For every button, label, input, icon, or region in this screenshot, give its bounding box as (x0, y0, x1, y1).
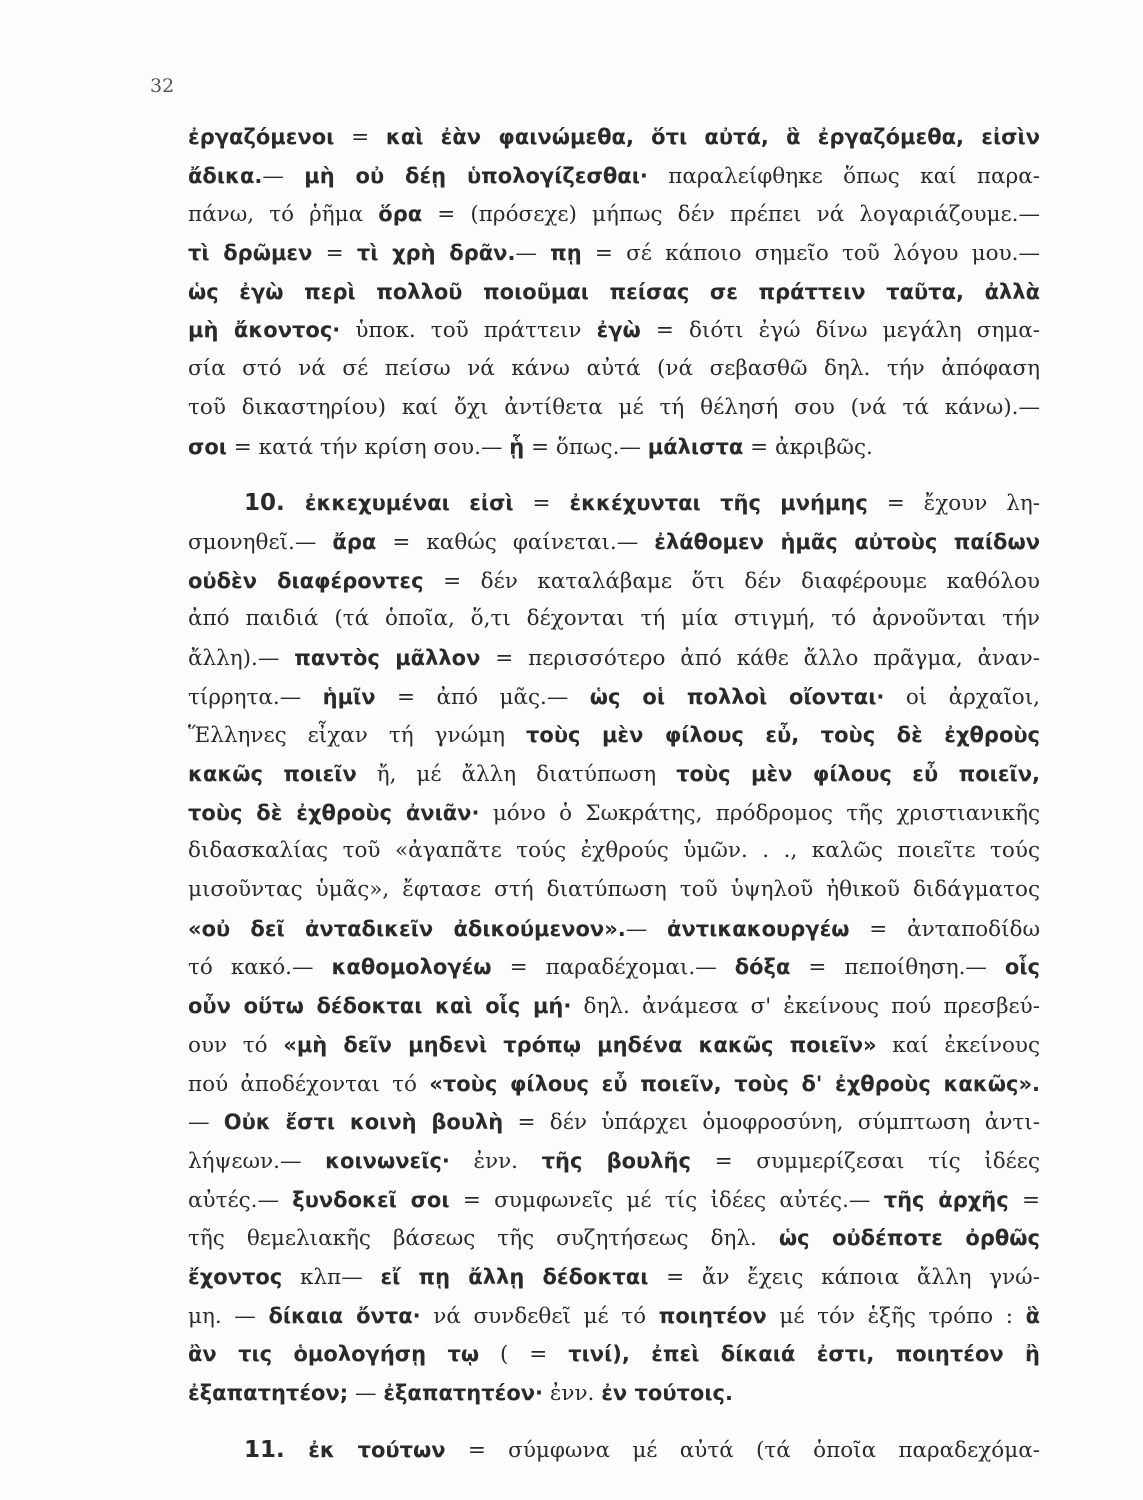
bold-term: κοινωνεῖς· (325, 1148, 450, 1173)
text-line (188, 157, 1040, 196)
bold-term: καθομολογέω (331, 955, 492, 980)
bold-term: κακῶς ποιεῖν (188, 762, 357, 786)
text-line (188, 639, 1040, 678)
gloss-text: = σέ κάποιο σημεῖο τοῦ λόγου μου.— (581, 241, 1041, 267)
gloss-text: οἱ ἀρχαῖοι, (884, 684, 1040, 710)
gloss-text: = (513, 491, 570, 517)
gloss-text: = συμμερίζεσαι τίς ἰδέες (690, 1148, 1040, 1174)
text-line (188, 195, 1040, 234)
text-line (188, 428, 1040, 467)
text-line (188, 600, 1040, 639)
gloss-text: — (188, 1110, 224, 1136)
text-line (188, 234, 1040, 273)
bold-term: ἐλάθομεν ἡμᾶς αὐτοὺς παίδων (654, 529, 1040, 554)
text-line (188, 1335, 1040, 1374)
gloss-text: δηλ. ἀνάμεσα σ' ἐκείνους πού πρεσβεύ- (571, 994, 1040, 1020)
gloss-text: Ἕλληνες εἶχαν τή γνώμη (188, 723, 526, 749)
bold-term: ποιητέον (658, 1303, 767, 1328)
bold-term: ἀντικακουργέω (667, 916, 850, 941)
text-line (188, 389, 1040, 428)
bold-term: ὡς οὐδέποτε ὀρθῶς (778, 1226, 1041, 1251)
bold-term: «τοὺς φίλους εὖ ποιεῖν, τοὺς δ' ἐχθροὺς κακῶς». (429, 1071, 1041, 1096)
text-line (188, 871, 1040, 910)
gloss-text: ἐνν. (543, 1381, 602, 1406)
text-line (188, 1142, 1040, 1181)
gloss-text: παραλείφθηκε ὅπως καί παρα- (647, 163, 1040, 189)
gloss-text: μέ τόν ἑξῆς τρόπο : (766, 1303, 1026, 1329)
gloss-text: = ἀνταποδίδω (849, 916, 1040, 942)
page-number: 32 (150, 75, 175, 97)
bold-term: ἐκκέχυνται τῆς μνήμης (569, 491, 868, 516)
gloss-text: = περισσότερο ἀπό κάθε ἄλλο πρᾶγμα, ἀναν- (480, 645, 1040, 671)
gloss-text: σμονηθεῖ.— (188, 529, 333, 555)
gloss-text: = (πρόσεχε) μήπως δέν πρέπει νά λογαριάζουμε.— (422, 202, 1040, 228)
gloss-text: = (334, 125, 386, 150)
text-line (188, 118, 1040, 157)
bold-term: ἄδικα. (188, 163, 263, 188)
gloss-text: = ἔχουν λη- (867, 491, 1040, 517)
text-line (188, 794, 1040, 833)
bold-term: τῆς ἀρχῆς (883, 1187, 1009, 1212)
gloss-text: τίρρητα.— (188, 684, 323, 710)
gloss-text: = ὅπως.— (524, 434, 648, 460)
gloss-text: = (1008, 1187, 1040, 1213)
text-line (188, 311, 1040, 350)
gloss-text: = κατά τήν κρίση σου.— (226, 434, 510, 460)
bold-term: μάλιστα (647, 434, 744, 459)
gloss-text: σία στό νά σέ πείσω νά κάνω αὐτά (νά σεβασθῶ δηλ. τήν ἀπόφαση (188, 356, 1040, 382)
bold-term: ὡς οἱ πολλοὶ οἴονται· (589, 684, 885, 709)
text-line (188, 523, 1040, 562)
text-line (188, 678, 1040, 717)
bold-term: οὖν οὕτω δέδοκται καὶ οἷς μή· (188, 994, 572, 1019)
text-line (188, 484, 1040, 523)
bold-term: δόξα (734, 955, 791, 980)
bold-term: Οὐκ ἔστι κοινὴ βουλὴ (223, 1110, 504, 1135)
gloss-text: = (312, 241, 357, 267)
text-line (188, 832, 1040, 871)
gloss-text: = ἀκριβῶς. (743, 434, 873, 460)
gloss-text: μισοῦντας ὑμᾶς», ἔφτασε στή διατύπωση τοῦ ὑψηλοῦ ἠθικοῦ διδάγματος (188, 877, 1040, 903)
gloss-text: ἄλλη).— (188, 645, 295, 671)
bold-term: ἐγὼ (596, 318, 641, 343)
text-line (188, 1374, 1040, 1413)
bold-term: ἡμῖν (322, 684, 376, 709)
bold-term: πῃ (550, 241, 582, 266)
bold-term: ἂν τις ὁμολογήσῃ τῳ (188, 1342, 480, 1367)
text-line (188, 562, 1040, 601)
text-line (188, 755, 1040, 794)
bold-term: οὐδὲν διαφέροντες (188, 568, 424, 593)
gloss-text: = σύμφωνα μέ αὐτά (τά ὁποῖα παραδεχόμα- (445, 1437, 1040, 1463)
text-line (188, 1219, 1040, 1258)
gloss-text: ὑποκ. τοῦ πράττειν (340, 318, 597, 344)
text-line (188, 1065, 1040, 1104)
bold-term: ἐκ τούτων (308, 1437, 446, 1462)
gloss-text: τῆς θεμελιακῆς βάσεως τῆς συζητήσεως δηλ. (188, 1226, 779, 1252)
bold-term: ἃ (1025, 1303, 1041, 1328)
gloss-text: διδασκαλίας τοῦ «ἀγαπᾶτε τούς ἐχθρούς ὑμῶν. . ., καλῶς ποιεῖτε τούς (188, 838, 1040, 864)
bold-term: «μὴ δεῖν μηδενὶ τρόπῳ μηδένα κακῶς ποιεῖν» (283, 1032, 877, 1057)
gloss-text: μόνο ὁ Σωκράτης, πρόδρομος τῆς χριστιανικῆς (479, 800, 1040, 826)
bold-term: ἐξαπατητέον· (383, 1381, 544, 1405)
gloss-text: λήψεων.— (188, 1148, 326, 1174)
gloss-text: = διότι ἐγώ δίνω μεγάλη σημα- (640, 318, 1041, 344)
gloss-text: — (515, 241, 551, 267)
bold-term: εἴ πῃ ἄλλῃ δέδοκται (380, 1264, 649, 1289)
gloss-text: = δέν ὑπάρχει ὁμοφροσύνη, σύμπτωση ἀντι- (503, 1110, 1040, 1136)
gloss-text: καί ἐκείνους (876, 1032, 1040, 1058)
text-line (188, 1297, 1040, 1336)
text-line (188, 987, 1040, 1026)
gloss-text: τοῦ δικαστηρίου) καί ὄχι ἀντίθετα μέ τή θέλησή σου (νά τά κάνω).— (188, 394, 1040, 420)
text-line (188, 273, 1040, 312)
gloss-text: = ἀπό μᾶς.— (375, 684, 590, 710)
bold-term: ξυνδοκεῖ σοι (292, 1187, 450, 1212)
gloss-text: ἤ, μέ ἄλλη διατύπωση (356, 762, 677, 787)
gloss-text: αὐτές.— (188, 1187, 293, 1213)
gloss-text: = παραδέχομαι.— (491, 955, 735, 981)
bold-term: μὴ οὐ δέῃ ὑπολογίζεσθαι· (304, 163, 648, 188)
bold-term: ὅρα (378, 202, 423, 227)
gloss-text: — (348, 1381, 384, 1406)
gloss-text: — (262, 163, 305, 189)
bold-term: «οὐ δεῖ ἀνταδικεῖν ἀδικούμενον». (188, 916, 626, 941)
gloss-text: = πεποίθηση.— (790, 955, 1005, 981)
gloss-text: ἐνν. (449, 1148, 542, 1174)
bold-term: τοὺς μὲν φίλους εὖ, τοὺς δὲ ἐχθροὺς (525, 723, 1041, 748)
gloss-text: = ἄν ἔχεις κάποια ἄλλη γνώ- (648, 1264, 1040, 1290)
gloss-text: μη. — (188, 1303, 269, 1329)
text-line (188, 948, 1040, 987)
gloss-text: νά συνδεθεῖ μέ τό (420, 1303, 659, 1329)
text-line (188, 910, 1040, 949)
text-line (188, 1431, 1040, 1470)
bold-term: τὶ χρὴ δρᾶν. (356, 241, 516, 266)
bold-term: ἐν τούτοις. (601, 1381, 733, 1405)
text-line (188, 1181, 1040, 1220)
bold-term: δίκαια ὄντα· (268, 1303, 421, 1328)
bold-term: τὶ δρῶμεν (188, 241, 313, 266)
bold-term: σοι (188, 434, 227, 459)
bold-term: οἷς (1004, 955, 1040, 980)
bold-term: ἐξαπατητέον; (188, 1381, 349, 1405)
bold-term: καὶ ἐὰν φαινώμεθα, ὅτι αὐτά, ἃ ἐργαζόμεθα, εἰσὶν (385, 125, 1040, 149)
commentary-text (188, 118, 1040, 1469)
gloss-text: = δέν καταλάβαμε ὅτι δέν διαφέρουμε καθόλου (423, 568, 1040, 594)
bold-term: ᾗ (509, 434, 525, 459)
gloss-text: τό κακό.— (188, 955, 332, 981)
text-line (188, 1258, 1040, 1297)
bold-term: μὴ ἄκοντος· (188, 318, 341, 343)
text-line (188, 1103, 1040, 1142)
gloss-text: = καθώς φαίνεται.— (376, 529, 655, 555)
bold-term: τοὺς δὲ ἐχθροὺς ἀνιᾶν· (188, 800, 480, 825)
gloss-text: ( = (479, 1342, 569, 1368)
bold-term: ὡς ἐγὼ περὶ πολλοῦ ποιοῦμαι πείσας σε πράττειν ταῦτα, ἀλλὰ (188, 279, 1040, 304)
gloss-text: κλπ— (282, 1264, 381, 1290)
bold-term: 10. (244, 490, 305, 517)
text-line (188, 350, 1040, 389)
gloss-text: ἀπό παιδιά (τά ὁποῖα, ὅ,τι δέχονται τή μία στιγμή, τό ἀρνοῦνται τήν (188, 606, 1040, 632)
gloss-text: — (625, 916, 668, 942)
text-line (188, 1026, 1040, 1065)
bold-term: 11. (244, 1436, 309, 1463)
bold-term: τινί), ἐπεὶ δίκαιά ἐστι, ποιητέον ἢ (568, 1342, 1041, 1367)
gloss-text: πού ἀποδέχονται τό (188, 1071, 430, 1097)
bold-term: ἐκκεχυμέναι εἰσὶ (304, 491, 514, 516)
gloss-text: ουν τό (188, 1032, 284, 1058)
bold-term: ἔχοντος (188, 1264, 283, 1289)
bold-term: ἄρα (332, 529, 377, 554)
gloss-text: πάνω, τό ῥῆμα (188, 202, 379, 228)
bold-term: τῆς βουλῆς (541, 1148, 691, 1173)
bold-term: ἐργαζόμενοι (188, 125, 335, 149)
bold-term: παντὸς μᾶλλον (294, 645, 481, 670)
text-line (188, 716, 1040, 755)
gloss-text: = συμφωνεῖς μέ τίς ἰδέες αὐτές.— (449, 1187, 884, 1213)
bold-term: τοὺς μὲν φίλους εὖ ποιεῖν, (676, 762, 1040, 786)
